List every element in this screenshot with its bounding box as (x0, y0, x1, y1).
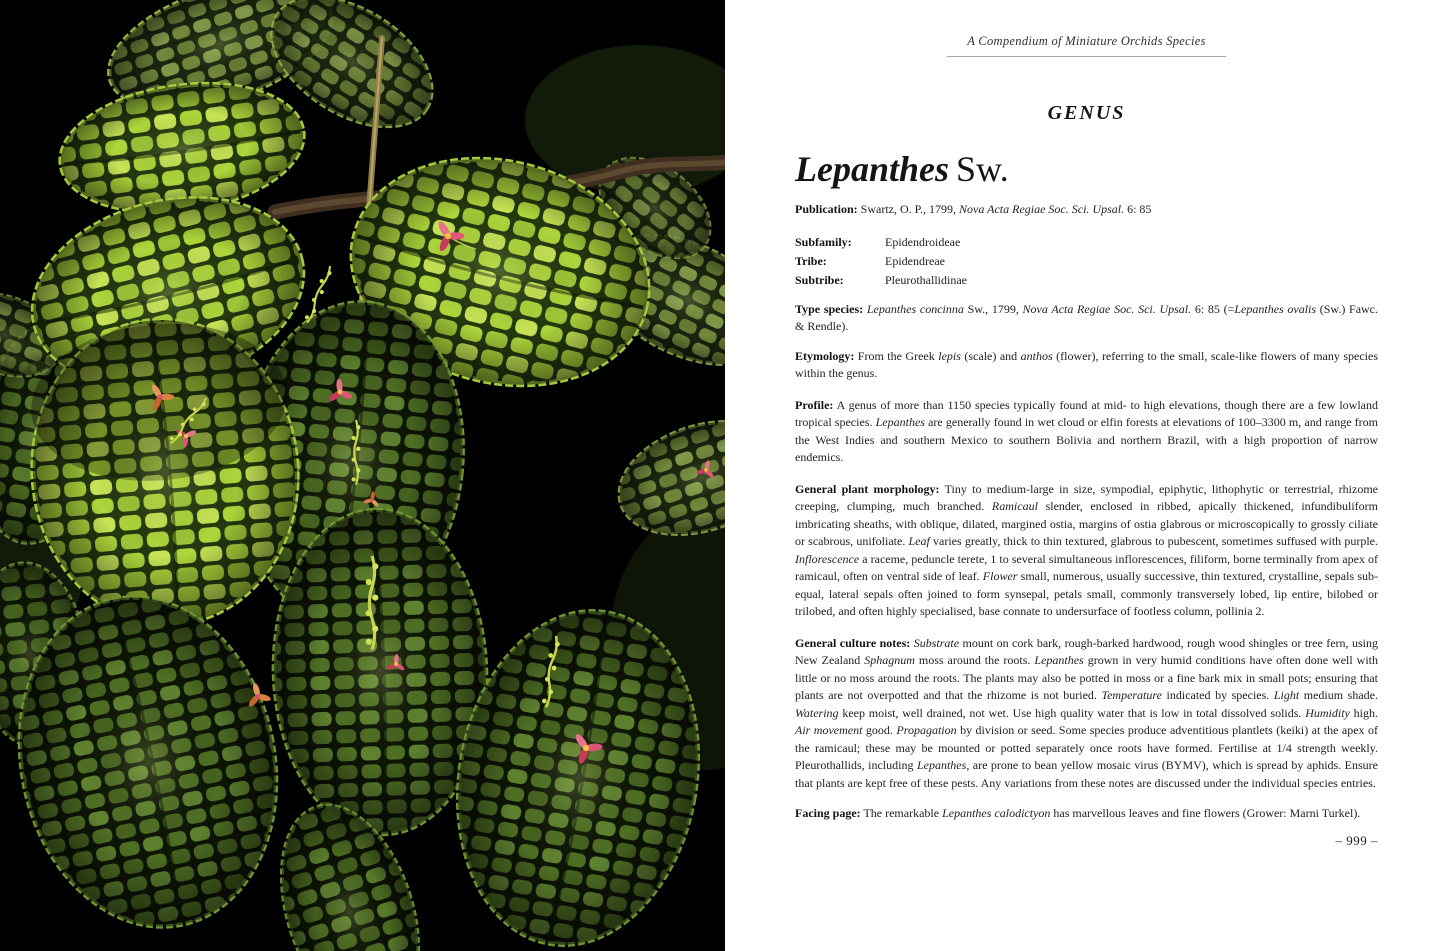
publication-label: Publication: (795, 202, 858, 216)
section-label: GENUS (1047, 102, 1126, 124)
type-species-paragraph (795, 301, 1378, 336)
morphology-label: General plant morphology: (795, 481, 940, 496)
culture-notes-text: Substrate mount on cork bark, rough-barked hardwood, rough wood shingles or tree fern, using New Zealand Sphagnum moss around the roots. Lepanthes grown in very humid conditions have often done well with little or no moss around the roots. The plants may also be potted in moss or a fine bark mix in small pots; ensuring that plants are not overpotted and that the rhizome is not buried. Temperature indicated by species. Light medium shade. Watering keep moist, well drained, not wet. Use high quality water that is low in total dissolved solids. Humidity high. Air movement good. Propagation by division or seed. Some species produce adventitious plantlets (keiki) at the apex of the ramicaul; these may be mounted or potted separately once roots have formed. Fertilise at 1/4 strength weekly. Pleurothallids, including Lepanthes, are prone to bean yellow mosaic virus (BYMV), which is spread by aphids. Ensure that plants are kept free of these pests. Any variations from these notes are discussed under the individual species entries. (795, 635, 1379, 790)
publication-text: Swartz, O. P., 1799, Nova Acta Regiae Soc. Sci. Upsal. 6: 85 (857, 202, 1152, 216)
profile-text: A genus of more than 1150 species typically found at mid- to high elevations, though there are a few lowland tropical species. Lepanthes are generally found in wet cloud or elfin forests at elevations of 100–3300 m, and range from the West Indies and southern Mexico to southern Bolivia and northern Brazil, with a high proportion of narrow endemics. (795, 397, 1378, 464)
taxonomy-label: Subfamily: (795, 234, 852, 249)
culture-notes-paragraph (795, 635, 1378, 793)
profile-paragraph (795, 397, 1378, 467)
taxonomy-row (795, 271, 1378, 290)
facing-page-caption (795, 805, 1378, 823)
genus-name: Lepanthes (795, 149, 950, 189)
genus-author: Sw. (956, 149, 1009, 189)
culture-notes-label: General culture notes: (795, 635, 911, 650)
morphology-paragraph (795, 481, 1378, 621)
facing-page-text: The remarkable Lepanthes calodictyon has marvellous leaves and fine flowers (Grower: Marni Turkel). (860, 806, 1361, 820)
etymology-label: Etymology: (795, 348, 855, 363)
morphology-text: Tiny to medium-large in size, sympodial, epiphytic, lithophytic or terrestrial, rhizome creeping, clumping, much branched. Ramicaul slender, enclosed in ribbed, apically thickened, infundibuliform imbricating sheaths, with oblique, dilated, margined ostia, margins of ostia glabrous or microscopically to grossly ciliate or scabrous, unifoliate. Leaf varies greatly, thick to thin textured, glabrous to pubescent, sometimes suffused with purple. Inflorescence a raceme, peduncle terete, 1 to several simultaneous inflorescences, filiform, borne terminally from apex of ramicaul, often on ventral side of leaf. Flower small, numerous, usually successive, thin textured, crystalline, sepals sub-equal, lateral sepals often joined to form synsepal, petals small, commonly transversely lobed, lip entire, bilobed or trilobed, and often highly specialised, base connate to undersurface of footless column, pollinia 2. (795, 481, 1379, 618)
type-species-label: Type species: (795, 301, 864, 316)
taxonomy-table (795, 233, 1378, 290)
etymology-text: From the Greek lepis (scale) and anthos (flower), referring to the small, scale-like flowers of many species within the genus. (795, 348, 1379, 380)
taxonomy-value: Epidendreae (885, 253, 945, 268)
facing-page-label: Facing page: (795, 806, 861, 820)
taxonomy-label: Tribe: (795, 253, 827, 268)
type-species-text: Lepanthes concinna Sw., 1799, Nova Acta Regiae Soc. Sci. Upsal. 6: 85 (=Lepanthes ovalis (Sw.) Fawc. & Rendle). (795, 301, 1379, 333)
taxonomy-row (795, 252, 1378, 271)
page-number: – 999 – (1335, 832, 1378, 848)
taxonomy-value: Epidendroideae (885, 234, 961, 249)
taxonomy-row (795, 233, 1378, 252)
text-page (725, 0, 1445, 951)
taxonomy-value: Pleurothallidinae (885, 272, 967, 287)
running-head-rule (947, 56, 1226, 57)
publication-line (795, 201, 1378, 219)
running-head: A Compendium of Miniature Orchids Species (967, 34, 1206, 48)
profile-label: Profile: (795, 397, 834, 412)
taxonomy-label: Subtribe: (795, 272, 844, 287)
etymology-paragraph (795, 348, 1378, 383)
genus-title (795, 149, 1378, 189)
